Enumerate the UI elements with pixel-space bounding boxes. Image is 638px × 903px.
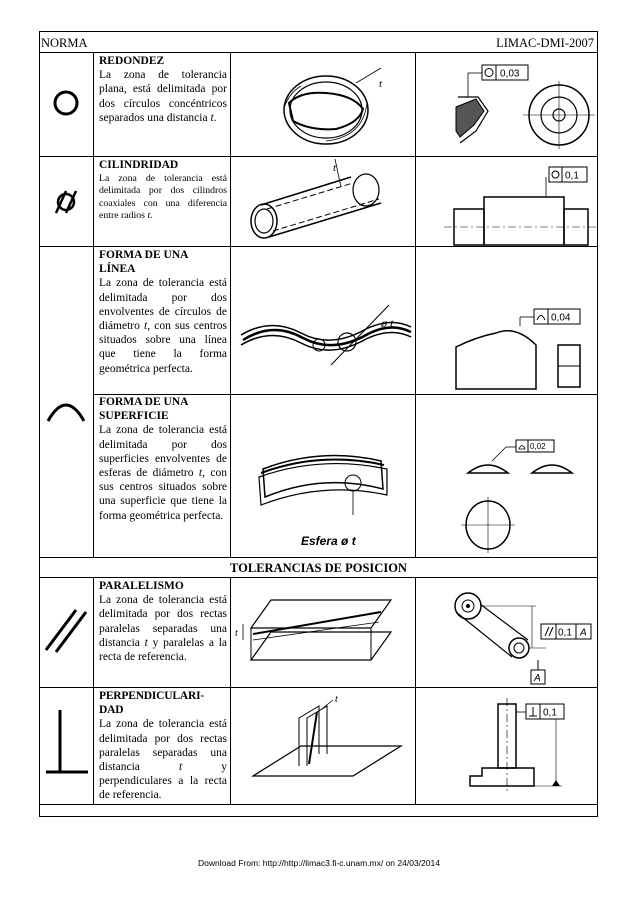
row-forma [40, 247, 597, 558]
drawing-cell [416, 247, 597, 557]
row-text: La zona de tolerancia está delimitada por dos rectas paralelas separadas una distancia [99, 594, 227, 649]
perpendicularity-zone-figure [231, 688, 416, 805]
symbol-cell [40, 578, 94, 687]
zone-label: t [333, 162, 337, 174]
line-form-text [94, 247, 230, 394]
zone-figure-cell [231, 688, 416, 804]
row-tail: , con sus centros situados sobre una línea que tiene la forma geométrica perfecta. [99, 320, 228, 375]
symbol-cell [40, 157, 94, 246]
profile-zone-figure [231, 247, 416, 558]
row-title: FORMA DE UNA LÍNEA [99, 249, 188, 276]
roundness-symbol-icon [40, 53, 94, 157]
callout-value: 0,1 [565, 170, 579, 182]
row-var: t [210, 111, 214, 124]
row-var: t [144, 636, 148, 649]
row-title: REDONDEZ [99, 55, 165, 67]
header-left: NORMA [41, 36, 88, 50]
tolerance-table [39, 31, 598, 817]
description-cell [94, 578, 231, 687]
cylindricity-zone-figure [231, 157, 416, 247]
description-cell [94, 157, 231, 246]
zone-label: Esfera ø t [301, 534, 356, 548]
drawing-cell [416, 578, 597, 687]
row-text: La zona de tolerancia plana, está delimitada por dos círculos concéntricos separados una distancia [99, 69, 227, 124]
row-cilindridad [40, 157, 597, 247]
datum-letter: A [580, 627, 587, 639]
drawing-cell [416, 157, 597, 246]
zone-label: ø t [381, 316, 394, 330]
page-header [40, 32, 597, 53]
surface-form-text [94, 395, 230, 557]
cylindricity-symbol-icon [40, 157, 94, 247]
row-var: t [144, 320, 148, 333]
zone-label: t [379, 78, 383, 90]
row-text: La zona de tolerancia está delimitada por dos cilindros coaxiales con una diferencia entre radios [99, 173, 227, 221]
row-tail: y perpendiculares a la recta de referencia. [99, 761, 228, 802]
parallelism-symbol-icon [40, 578, 94, 688]
row-title: PERPENDICULARI- DAD [99, 690, 204, 717]
callout-value: 0,04 [551, 312, 571, 324]
row-paralelismo [40, 578, 597, 688]
symbol-cell [40, 247, 94, 557]
zone-figure-cell [231, 157, 416, 246]
row-tail: . [150, 209, 153, 221]
parallelism-zone-figure [231, 578, 416, 688]
drawing-cell [416, 53, 597, 156]
row-title: CILINDRIDAD [99, 159, 179, 171]
row-title: FORMA DE UNA SUPERFICIE [99, 396, 188, 423]
callout-value: 0,03 [500, 68, 520, 80]
callout-value: 0,1 [558, 627, 572, 639]
zone-label: t [335, 694, 338, 705]
description-cell [94, 688, 231, 804]
row-var: t [147, 209, 151, 221]
datum-letter: A [534, 673, 541, 684]
download-footer: Download From: http://http://limac3.fi-c.unam.mx/ on 24/03/2014 [198, 858, 440, 868]
zone-figure-cell [231, 53, 416, 156]
perpendicularity-symbol-icon [40, 688, 94, 805]
symbol-cell [40, 688, 94, 804]
callout-value: 0,02 [530, 442, 546, 451]
row-text: La zona de tolerancia está delimitada por dos superficies envolventes de esferas de diámetro [99, 424, 227, 480]
cylindricity-drawing [416, 157, 599, 247]
callout-value: 0,1 [543, 707, 557, 719]
zone-label: t [235, 628, 238, 639]
profile-drawing [416, 247, 599, 558]
row-tail: y paralelas a la recta de referencia. [99, 636, 227, 664]
row-var: t [198, 467, 203, 480]
row-perpendicularidad [40, 688, 597, 805]
row-title: PARALELISMO [99, 580, 184, 592]
header-right: LIMAC-DMI-2007 [496, 36, 594, 50]
roundness-drawing [416, 53, 599, 157]
drawing-cell [416, 688, 597, 804]
description-cell [94, 247, 231, 557]
section-title: TOLERANCIAS DE POSICION [40, 558, 597, 578]
row-var: t [178, 761, 183, 774]
row-redondez [40, 53, 597, 157]
description-cell [94, 53, 231, 156]
row-tail: , con sus centros situados sobre una superficie que tiene la forma geométrica perfecta. [99, 467, 228, 522]
roundness-zone-figure [231, 53, 416, 157]
row-text: La zona de tolerancia está delimitada por dos rectas paralelas separadas una distancia [99, 718, 227, 774]
zone-figure-cell [231, 247, 416, 557]
parallelism-drawing [416, 578, 599, 688]
symbol-cell [40, 53, 94, 156]
perpendicularity-drawing [416, 688, 599, 805]
profile-symbol-icon [40, 247, 94, 558]
row-text: La zona de tolerancia está delimitada por dos envolventes de círculos de diámetro [99, 277, 227, 333]
zone-figure-cell [231, 578, 416, 687]
row-tail: . [213, 111, 217, 124]
